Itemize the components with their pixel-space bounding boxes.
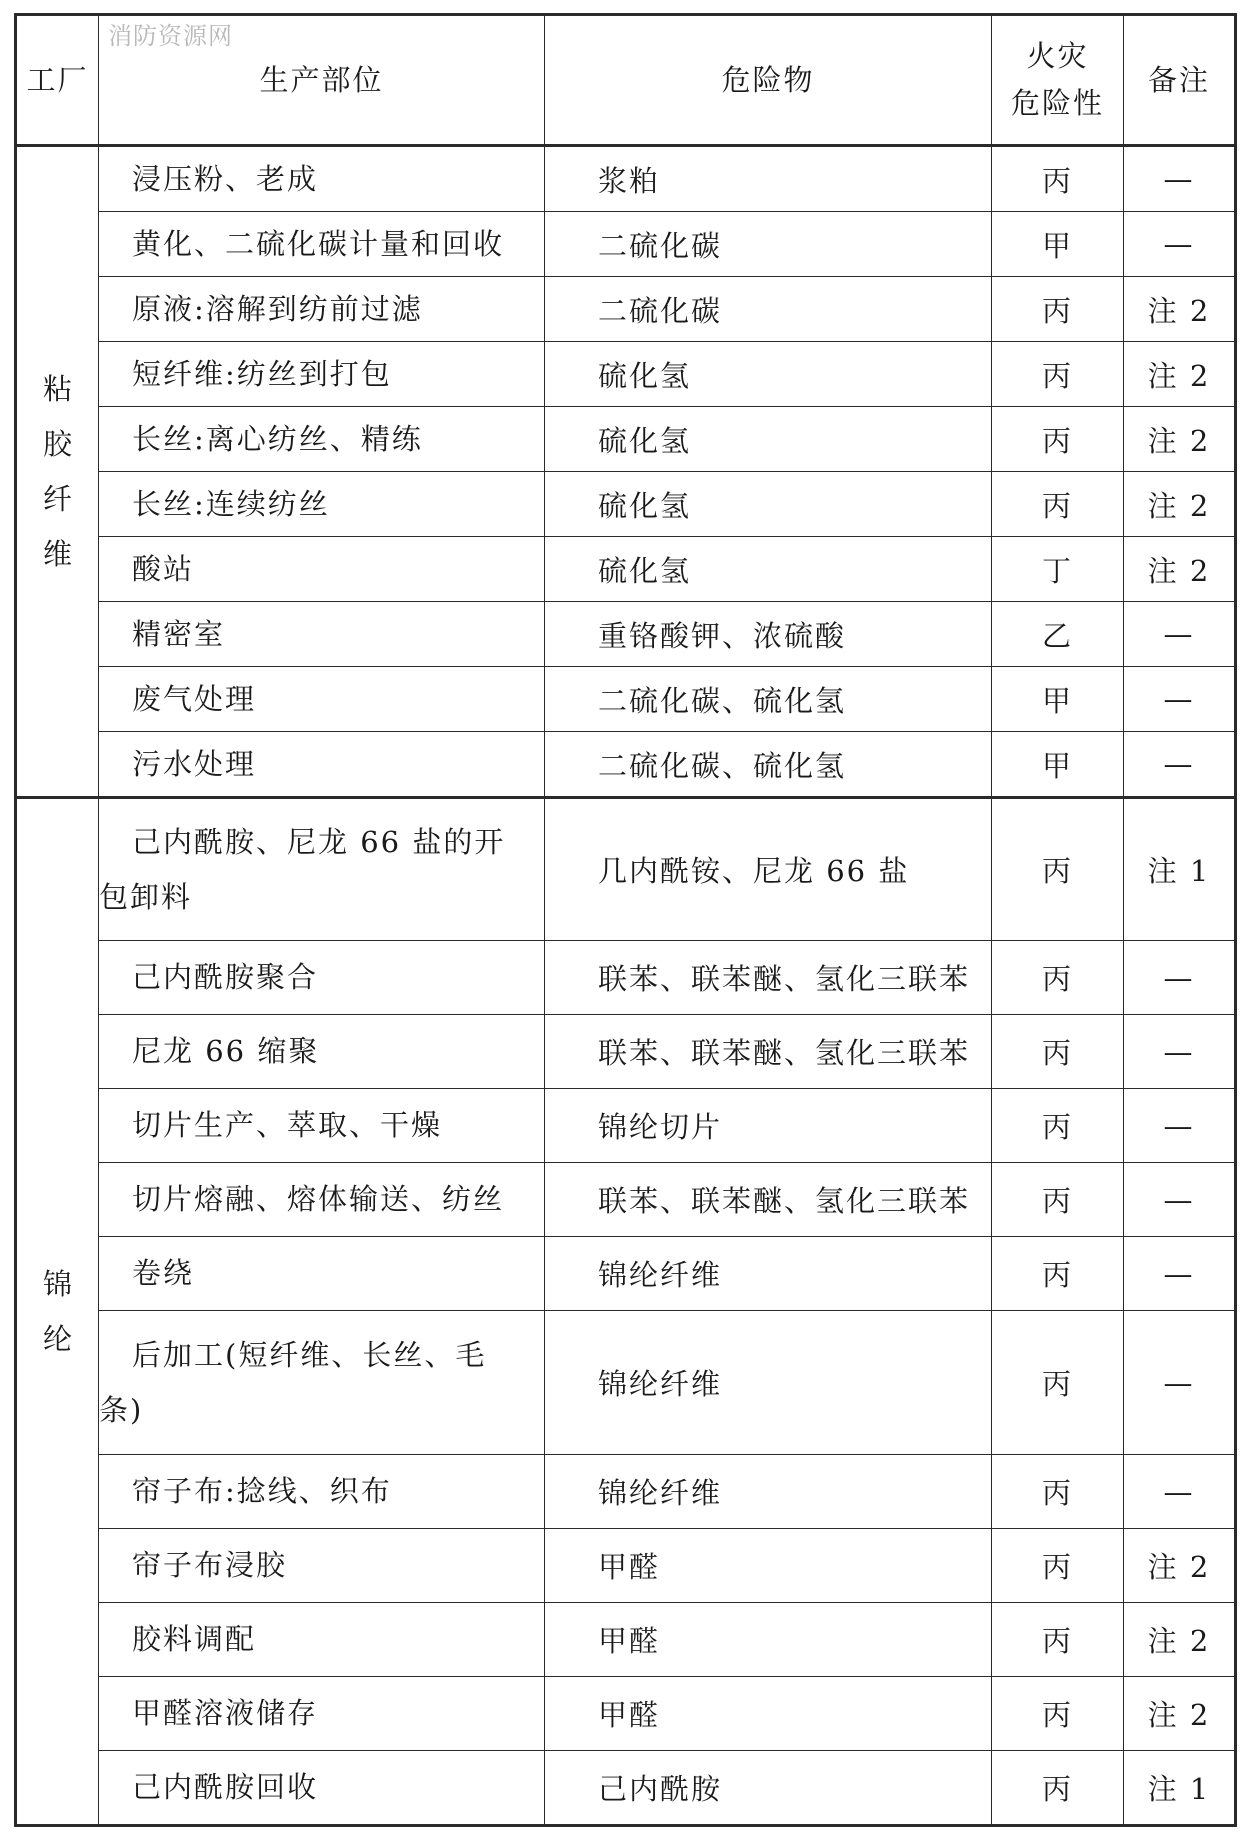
note-cell: —: [1124, 146, 1236, 212]
table-row: [16, 1455, 1236, 1529]
hazard-cell: 重铬酸钾、浓硫酸: [545, 602, 992, 667]
hazard-cell: 硫化氢: [545, 407, 992, 472]
location-cell: 己内酰胺聚合: [99, 941, 545, 1015]
hazard-cell: 浆粕: [545, 146, 992, 212]
hazard-cell: 硫化氢: [545, 537, 992, 602]
location-cell: 长丝:连续纺丝: [99, 472, 545, 537]
location-cell: 帘子布浸胶: [99, 1529, 545, 1603]
fire-risk-cell: 丙: [992, 941, 1124, 1015]
location-cell: 己内酰胺回收: [99, 1751, 545, 1826]
location-line: 己内酰胺、尼龙 66 盐的开: [132, 824, 506, 859]
hazard-cell: 联苯、联苯醚、氢化三联苯: [545, 1015, 992, 1089]
fire-risk-cell: 丙: [992, 277, 1124, 342]
location-cell: 原液:溶解到纺前过滤: [99, 277, 545, 342]
location-cell: 污水处理: [99, 732, 545, 798]
note-cell: —: [1124, 1237, 1236, 1311]
factory-cell: 锦纶: [16, 798, 99, 1826]
note-cell: 注 2: [1124, 342, 1236, 407]
table-row: [16, 667, 1236, 732]
location-cell: 酸站: [99, 537, 545, 602]
location-cell: 短纤维:纺丝到打包: [99, 342, 545, 407]
fire-risk-cell: 丙: [992, 472, 1124, 537]
fire-risk-cell: 甲: [992, 212, 1124, 277]
note-cell: —: [1124, 1015, 1236, 1089]
note-cell: —: [1124, 1163, 1236, 1237]
location-cell: 胶料调配: [99, 1603, 545, 1677]
table-row: [16, 1089, 1236, 1163]
fire-risk-cell: 丙: [992, 342, 1124, 407]
fire-risk-cell: 丙: [992, 1237, 1124, 1311]
location-line: 包卸料: [99, 879, 193, 914]
table-row: [16, 602, 1236, 667]
note-cell: 注 2: [1124, 1603, 1236, 1677]
location-cell: 切片熔融、熔体输送、纺丝: [99, 1163, 545, 1237]
note-cell: —: [1124, 732, 1236, 798]
note-cell: —: [1124, 1311, 1236, 1455]
table-row: [16, 146, 1236, 212]
note-cell: —: [1124, 212, 1236, 277]
table-row: [16, 941, 1236, 1015]
note-cell: 注 2: [1124, 1529, 1236, 1603]
table-row: [16, 1677, 1236, 1751]
fire-risk-cell: 丙: [992, 1529, 1124, 1603]
header-note: 备注: [1124, 15, 1236, 146]
note-cell: 注 2: [1124, 407, 1236, 472]
note-cell: 注 2: [1124, 277, 1236, 342]
note-cell: —: [1124, 667, 1236, 732]
note-cell: —: [1124, 1455, 1236, 1529]
location-cell: 精密室: [99, 602, 545, 667]
table-row: [16, 1751, 1236, 1826]
hazard-cell: 硫化氢: [545, 472, 992, 537]
fire-risk-cell: 甲: [992, 667, 1124, 732]
hazard-cell: 锦纶纤维: [545, 1311, 992, 1455]
hazard-cell: 锦纶纤维: [545, 1237, 992, 1311]
header-fire-risk: [992, 15, 1124, 146]
factory-cell: 粘胶纤维: [16, 146, 99, 798]
note-cell: —: [1124, 1089, 1236, 1163]
hazard-cell: 甲醛: [545, 1529, 992, 1603]
note-cell: 注 1: [1124, 798, 1236, 941]
fire-risk-cell: 丙: [992, 1015, 1124, 1089]
note-cell: 注 2: [1124, 472, 1236, 537]
fire-risk-cell: 丙: [992, 1603, 1124, 1677]
header-fire-line2: 危险性: [1010, 86, 1104, 120]
watermark: 消防资源网: [108, 22, 233, 50]
table-row: [16, 798, 1236, 941]
header-factory: 工厂: [16, 15, 99, 146]
table-row: [16, 1015, 1236, 1089]
header-location: 生产部位: [99, 15, 545, 146]
location-cell: 黄化、二硫化碳计量和回收: [99, 212, 545, 277]
table-row: [16, 732, 1236, 798]
hazard-cell: 二硫化碳: [545, 212, 992, 277]
fire-risk-cell: 丙: [992, 1311, 1124, 1455]
fire-risk-cell: 丙: [992, 1455, 1124, 1529]
table-row: [16, 212, 1236, 277]
hazard-cell: 硫化氢: [545, 342, 992, 407]
table-row: [16, 472, 1236, 537]
header-hazard: 危险物: [545, 15, 992, 146]
fire-risk-cell: 丙: [992, 798, 1124, 941]
fire-risk-cell: 乙: [992, 602, 1124, 667]
fire-risk-cell: 丙: [992, 407, 1124, 472]
location-cell: 废气处理: [99, 667, 545, 732]
table-row: [16, 1163, 1236, 1237]
fire-risk-cell: 丙: [992, 1089, 1124, 1163]
location-cell: 切片生产、萃取、干燥: [99, 1089, 545, 1163]
fire-risk-cell: 甲: [992, 732, 1124, 798]
header-fire-line1: 火灾: [1026, 39, 1089, 73]
hazard-cell: 锦纶切片: [545, 1089, 992, 1163]
table-row: [16, 342, 1236, 407]
fire-hazard-table: [14, 13, 1237, 1827]
table-row: [16, 407, 1236, 472]
hazard-cell: 己内酰胺: [545, 1751, 992, 1826]
hazard-cell: 锦纶纤维: [545, 1455, 992, 1529]
hazard-cell: 几内酰铵、尼龙 66 盐: [545, 798, 992, 941]
table-row: [16, 537, 1236, 602]
table-row: [16, 1311, 1236, 1455]
note-cell: —: [1124, 602, 1236, 667]
hazard-cell: 甲醛: [545, 1677, 992, 1751]
fire-risk-cell: 丙: [992, 1677, 1124, 1751]
header-row: [16, 15, 1236, 146]
hazard-cell: 联苯、联苯醚、氢化三联苯: [545, 941, 992, 1015]
table-row: [16, 1237, 1236, 1311]
note-cell: —: [1124, 941, 1236, 1015]
fire-risk-cell: 丁: [992, 537, 1124, 602]
fire-risk-cell: 丙: [992, 1163, 1124, 1237]
location-cell: 卷绕: [99, 1237, 545, 1311]
table-row: [16, 1529, 1236, 1603]
location-cell: 浸压粉、老成: [99, 146, 545, 212]
table-row: [16, 1603, 1236, 1677]
location-line: 后加工(短纤维、长丝、毛: [132, 1337, 487, 1372]
location-cell: [99, 798, 545, 941]
location-line: 条): [99, 1392, 144, 1427]
note-cell: 注 2: [1124, 1677, 1236, 1751]
hazard-cell: 二硫化碳、硫化氢: [545, 732, 992, 798]
table-row: [16, 277, 1236, 342]
hazard-cell: 甲醛: [545, 1603, 992, 1677]
fire-risk-cell: 丙: [992, 1751, 1124, 1826]
location-cell: [99, 1311, 545, 1455]
location-cell: 长丝:离心纺丝、精练: [99, 407, 545, 472]
note-cell: 注 2: [1124, 537, 1236, 602]
location-cell: 尼龙 66 缩聚: [99, 1015, 545, 1089]
hazard-cell: 二硫化碳、硫化氢: [545, 667, 992, 732]
location-cell: 甲醛溶液储存: [99, 1677, 545, 1751]
fire-risk-cell: 丙: [992, 146, 1124, 212]
hazard-cell: 联苯、联苯醚、氢化三联苯: [545, 1163, 992, 1237]
hazard-cell: 二硫化碳: [545, 277, 992, 342]
note-cell: 注 1: [1124, 1751, 1236, 1826]
location-cell: 帘子布:捻线、织布: [99, 1455, 545, 1529]
